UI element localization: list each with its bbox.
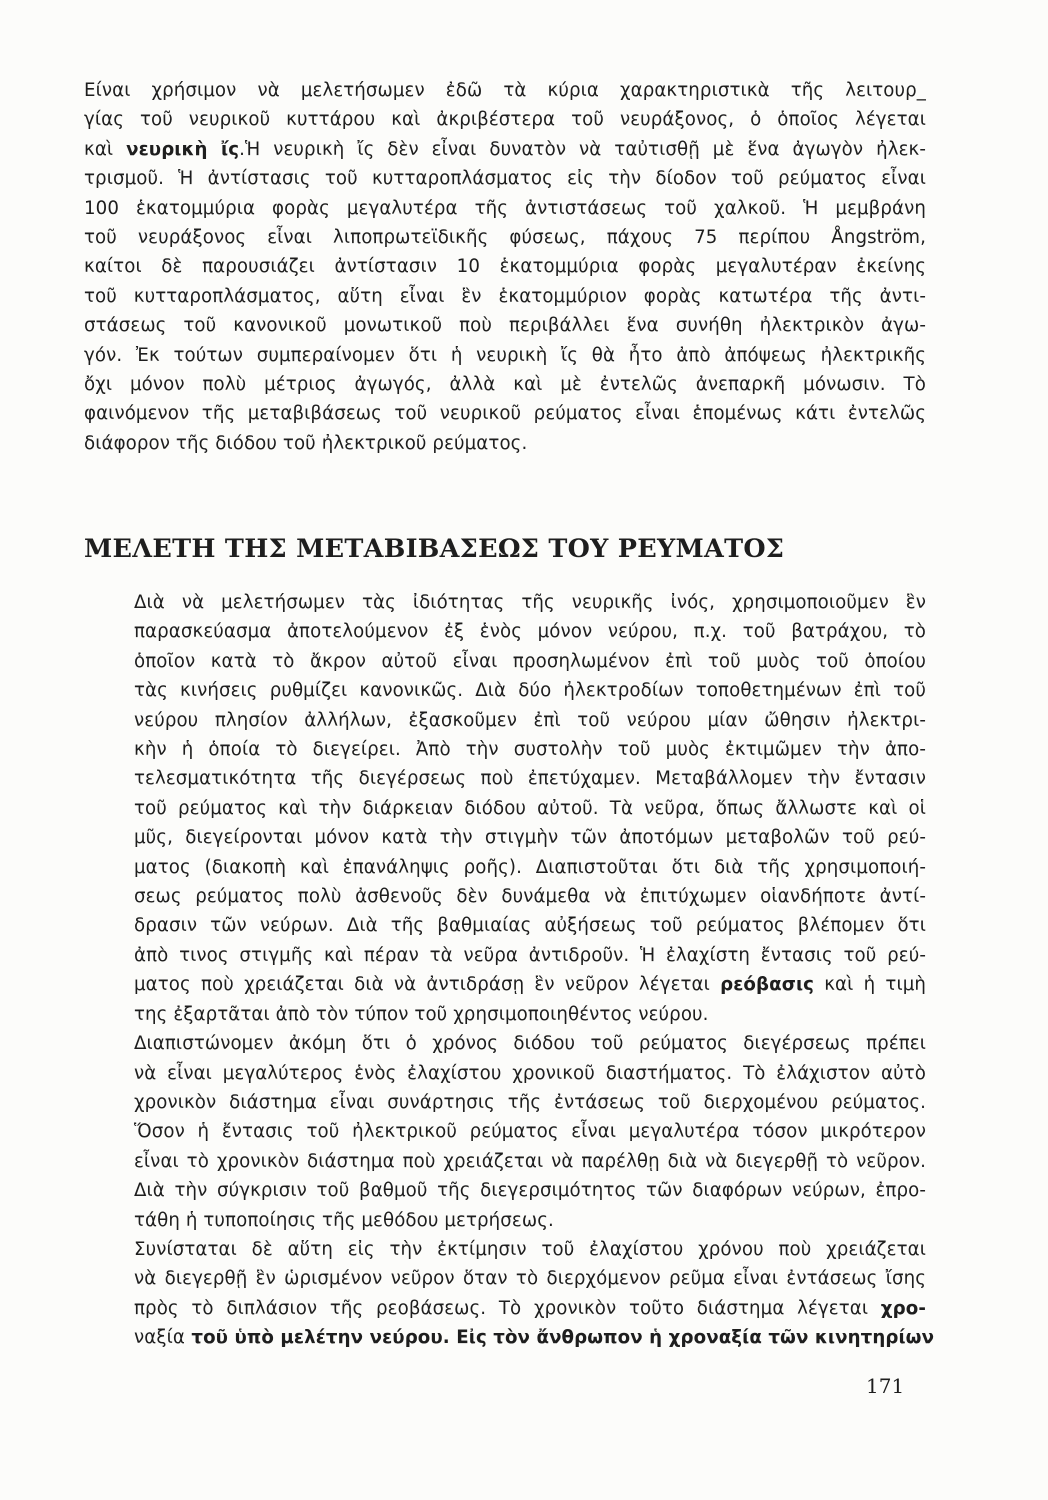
bold-term: νευρικὴ ἴς xyxy=(126,138,240,160)
paragraph-chronaxie xyxy=(84,1235,935,1353)
text-line: γίας τοῦ νευρικοῦ κυττάρου καὶ ἀκριβέστερα τοῦ νευράξονος, ὁ ὁποῖος λέγεται xyxy=(84,109,926,131)
text-line: ναξία τοῦ ὑπὸ μελέτην νεύρου. Εἰς τὸν ἄνθρωπον ἡ χροναξία τῶν κινητηρίων xyxy=(134,1327,935,1349)
text-line: τὰς κινήσεις ρυθμίζει κανονικῶς. Διὰ δύο ἠλεκτροδίων τοποθετημένων ἐπὶ τοῦ xyxy=(134,680,926,702)
bold-term: ρεόβασις xyxy=(720,974,815,996)
text-line: ματος ποὺ χρειάζεται διὰ νὰ ἀντιδράσῃ ἓν νεῦρον λέγεται ρεόβασις καὶ ἡ τιμὴ xyxy=(134,974,926,996)
text-line: ὁποῖον κατὰ τὸ ἄκρον αὐτοῦ εἶναι προσηλωμένον ἐπὶ τοῦ μυὸς τοῦ ὁποίου xyxy=(134,650,926,672)
text-line: μῦς, διεγείρονται μόνον κατὰ τὴν στιγμὴν τῶν ἀποτόμων μεταβολῶν τοῦ ρεύ- xyxy=(134,827,926,849)
text-line: τοῦ ρεύματος καὶ τὴν διάρκειαν διόδου αὐτοῦ. Τὰ νεῦρα, ὅπως ἄλλωστε καὶ οἱ xyxy=(134,797,926,819)
text-line: ματος (διακοπὴ καὶ ἐπανάληψις ροῆς). Διαπιστοῦται ὅτι διὰ τῆς χρησιμοποιή- xyxy=(134,856,926,878)
page-number: 171 xyxy=(866,1374,905,1398)
text-line: τοῦ κυτταροπλάσματος, αὕτη εἶναι ἓν ἑκατομμύριον φορὰς κατωτέρα τῆς ἀντι- xyxy=(84,285,926,307)
text-line: στάσεως τοῦ κανονικοῦ μονωτικοῦ ποὺ περιβάλλει ἕνα συνήθη ἠλεκτρικὸν ἀγω- xyxy=(84,315,926,337)
text-line: Διαπιστώνομεν ἀκόμη ὅτι ὁ χρόνος διόδου τοῦ ρεύματος διεγέρσεως πρέπει xyxy=(134,1033,926,1055)
text-line: Ὅσον ἡ ἔντασις τοῦ ἠλεκτρικοῦ ρεύματος εἶναι μεγαλυτέρα τόσον μικρότερον xyxy=(134,1121,926,1143)
text-line: σεως ρεύματος πολὺ ἀσθενοῦς δὲν δυνάμεθα νὰ ἐπιτύχωμεν οἱανδήποτε ἀντί- xyxy=(134,886,926,908)
text-line: διάφορον τῆς διόδου τοῦ ἠλεκτρικοῦ ρεύματος. xyxy=(84,432,528,454)
text-line: τρισμοῦ. Ἡ ἀντίστασις τοῦ κυτταροπλάσματος εἰς τὴν δίοδον τοῦ ρεύματος εἶναι xyxy=(84,168,926,190)
text-line: 100 ἑκατομμύρια φορὰς μεγαλυτέρα τῆς ἀντιστάσεως τοῦ χαλκοῦ. Ἡ μεμβράνη xyxy=(84,197,926,219)
text-line: κὴν ἡ ὁποία τὸ διεγείρει. Ἀπὸ τὴν συστολὴν τοῦ μυὸς ἐκτιμῶμεν τὴν ἀπο- xyxy=(134,739,926,761)
text-line: της ἐξαρτᾶται ἀπὸ τὸν τύπον τοῦ χρησιμοποιηθέντος νεύρου. xyxy=(134,1003,709,1025)
text-line: φαινόμενον τῆς μεταβιβάσεως τοῦ νευρικοῦ ρεύματος εἶναι ἑπομένως κάτι ἐντελῶς xyxy=(84,403,926,425)
text-line: νὰ διεγερθῇ ἓν ὡρισμένον νεῦρον ὅταν τὸ διερχόμενον ρεῦμα εἶναι ἐντάσεως ἴσης xyxy=(134,1268,926,1290)
text-line: νεύρου πλησίον ἀλλήλων, ἐξασκοῦμεν ἐπὶ τοῦ νεύρου μίαν ὤθησιν ἠλεκτρι- xyxy=(134,709,926,731)
text-line: καὶ νευρικὴ ἴς.Ἡ νευρικὴ ἴς δὲν εἶναι δυνατὸν νὰ ταὐτισθῇ μὲ ἕνα ἀγωγὸν ἠλεκ- xyxy=(84,138,926,160)
paragraph-body xyxy=(84,588,935,1353)
text-line: ὄχι μόνον πολὺ μέτριος ἀγωγός, ἀλλὰ καὶ μὲ ἐντελῶς ἀνεπαρκῆ μόνωσιν. Τὸ xyxy=(84,374,926,396)
text-line: τελεσματικότητα τῆς διεγέρσεως ποὺ ἐπετύχαμεν. Μεταβάλλομεν τὴν ἔντασιν xyxy=(134,768,926,790)
text-line: Συνίσταται δὲ αὕτη εἰς τὴν ἐκτίμησιν τοῦ ἐλαχίστου χρόνου ποὺ χρειάζεται xyxy=(134,1238,926,1260)
bold-term: τοῦ ὑπὸ μελέτην νεύρου. Εἰς τὸν ἄνθρωπον ἡ χροναξία τῶν κινητηρίων xyxy=(184,1327,935,1349)
paragraph-study xyxy=(84,588,926,1029)
text-line: ἀπὸ τινος στιγμῆς καὶ πέραν τὰ νεῦρα ἀντιδροῦν. Ἡ ἐλαχίστη ἔντασις τοῦ ρεύ- xyxy=(134,944,926,966)
text-line: χρονικὸν διάστημα εἶναι συνάρτησις τῆς ἐντάσεως τοῦ διερχομένου ρεύματος. xyxy=(134,1091,926,1113)
text-line: τοῦ νευράξονος εἶναι λιποπρωτεϊδικῆς φύσεως, πάχους 75 περίπου Ångström, xyxy=(84,227,926,249)
text-line: τάθη ἡ τυποποίησις τῆς μεθόδου μετρήσεως. xyxy=(134,1209,554,1231)
paragraph-duration xyxy=(84,1029,926,1235)
text-line: Διὰ τὴν σύγκρισιν τοῦ βαθμοῦ τῆς διεγερσιμότητος τῶν διαφόρων νεύρων, ἐπρο- xyxy=(134,1180,926,1202)
text-line: Είναι χρήσιμον νὰ μελετήσωμεν ἐδῶ τὰ κύρια χαρακτηριστικὰ τῆς λειτουρ_ xyxy=(84,80,926,101)
section-heading: ΜΕΛΕΤΗ ΤΗΣ ΜΕΤΑΒΙΒΑΣΕΩΣ ΤΟΥ ΡΕΥΜΑΤΟΣ xyxy=(84,534,785,564)
text-line: Διὰ νὰ μελετήσωμεν τὰς ἰδιότητας τῆς νευρικῆς ἰνός, χρησιμοποιοῦμεν ἓν xyxy=(134,592,926,613)
text-line: εἶναι τὸ χρονικὸν διάστημα ποὺ χρειάζεται νὰ παρέλθῃ διὰ νὰ διεγερθῇ τὸ νεῦρον. xyxy=(134,1150,926,1172)
text-line: νὰ εἶναι μεγαλύτερος ἑνὸς ἐλαχίστου χρονικοῦ διαστήματος. Τὸ ἐλάχιστον αὐτὸ xyxy=(134,1062,926,1084)
text-line: γόν. Ἐκ τούτων συμπεραίνομεν ὅτι ἡ νευρικὴ ἴς θὰ ἦτο ἀπὸ ἀπόψεως ἠλεκτρικῆς xyxy=(84,344,926,366)
text-line: καίτοι δὲ παρουσιάζει ἀντίστασιν 10 ἑκατομμύρια φορὰς μεγαλυτέραν ἐκείνης xyxy=(84,256,926,278)
bold-term: χρο- xyxy=(880,1297,926,1319)
paragraph-intro xyxy=(84,76,926,458)
text-line: πρὸς τὸ διπλάσιον τῆς ρεοβάσεως. Τὸ χρονικὸν τοῦτο διάστημα λέγεται χρο- xyxy=(134,1297,926,1319)
text-line: δρασιν τῶν νεύρων. Διὰ τῆς βαθμιαίας αὐξήσεως τοῦ ρεύματος βλέπομεν ὅτι xyxy=(134,915,926,937)
text-line: παρασκεύασμα ἀποτελούμενον ἐξ ἑνὸς μόνον νεύρου, π.χ. τοῦ βατράχου, τὸ xyxy=(134,621,926,643)
